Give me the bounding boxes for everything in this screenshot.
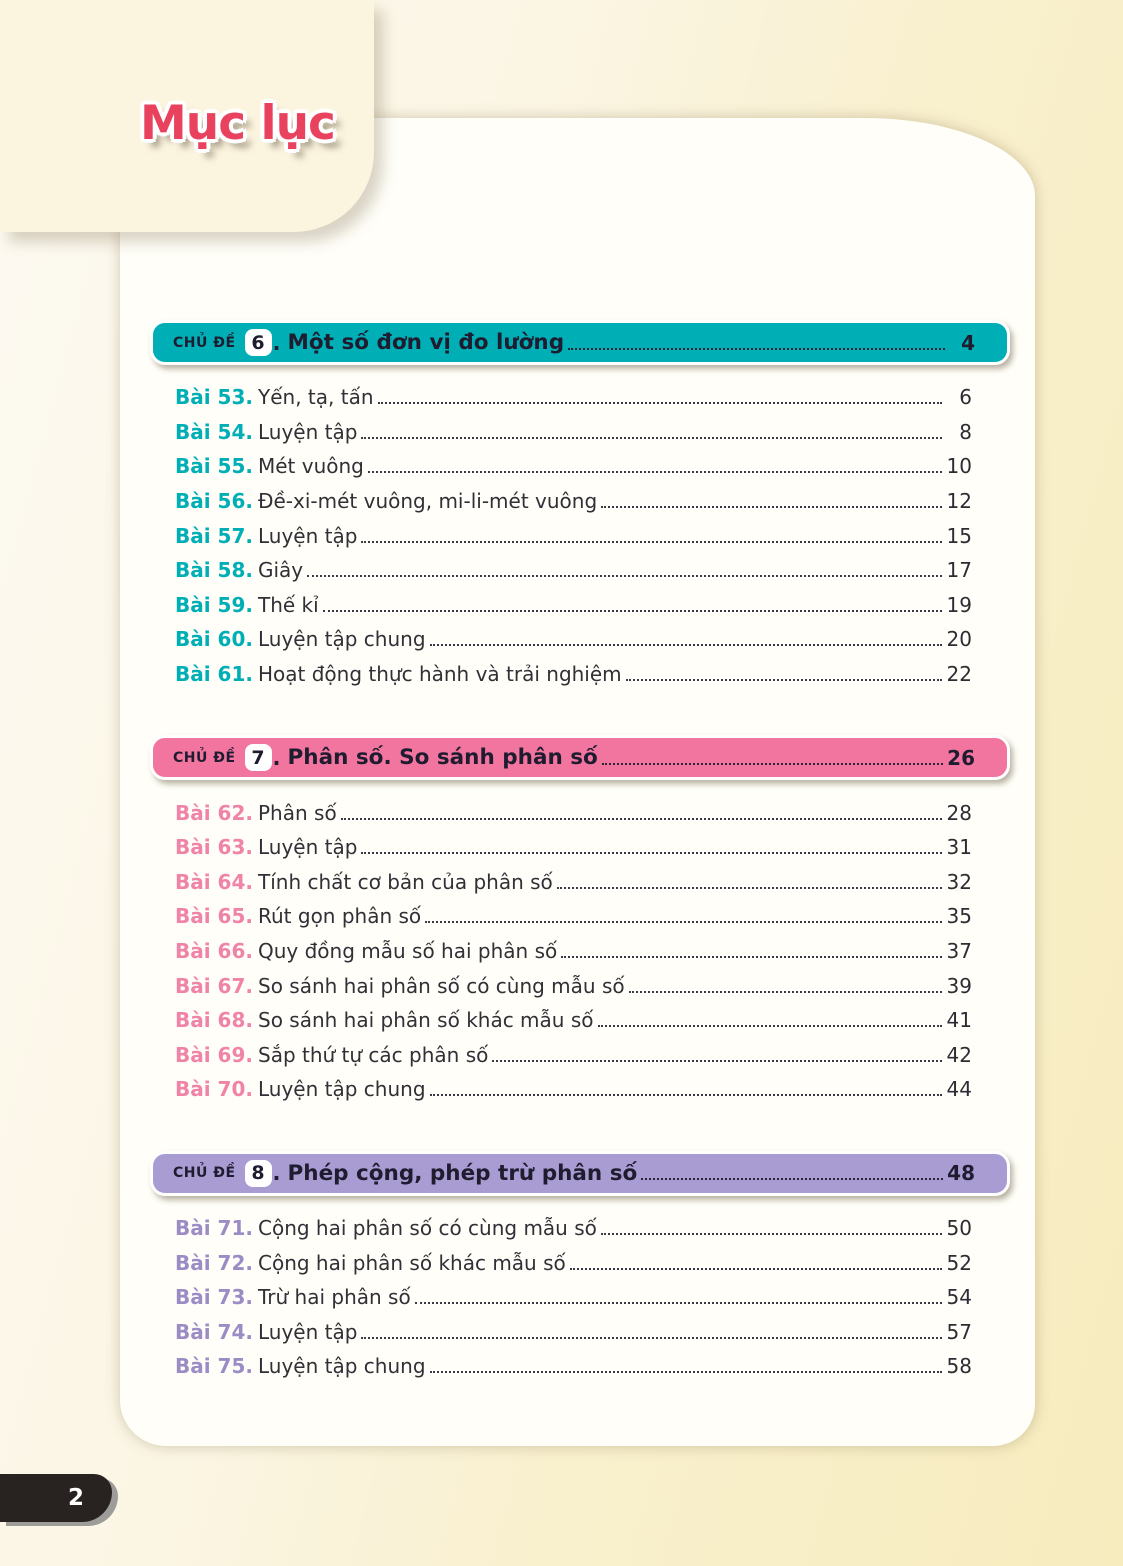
page-number: 2: [67, 1485, 84, 1511]
dotted-leader: [626, 679, 942, 681]
dotted-leader: [568, 348, 945, 350]
entry-page-number: 44: [946, 1077, 972, 1102]
section-header-bar: [150, 320, 1010, 365]
content-card: [120, 118, 1035, 1446]
entry-label: Bài 57.: [175, 523, 253, 548]
toc-entry: [175, 830, 972, 865]
section-title: Một số đơn vị đo lường: [287, 330, 565, 355]
dotted-leader: [368, 471, 942, 473]
entry-title: Trừ hai phân số: [258, 1285, 411, 1310]
entry-title: Luyện tập chung: [258, 1354, 426, 1379]
entry-title: Cộng hai phân số khác mẫu số: [258, 1250, 566, 1275]
toc-entry: [175, 415, 972, 450]
entry-page-number: 37: [946, 939, 972, 964]
entry-title: Luyện tập chung: [258, 627, 426, 652]
entry-title: Luyện tập: [258, 1319, 358, 1344]
toc-entry: [175, 934, 972, 969]
page-number-badge: [0, 1474, 112, 1522]
entry-title: Thế kỉ: [258, 592, 319, 617]
section-kind-label: CHỦ ĐỀ: [173, 1165, 236, 1182]
entry-label: Bài 64.: [175, 869, 253, 894]
entry-label: Bài 54.: [175, 419, 253, 444]
toc-entry: [175, 1038, 972, 1073]
entry-page-number: 6: [959, 385, 972, 410]
entry-label: Bài 59.: [175, 592, 253, 617]
dotted-leader: [378, 402, 943, 404]
entry-title: Yến, tạ, tấn: [258, 385, 374, 410]
section-number-badge: 7: [245, 744, 272, 771]
dotted-leader: [601, 1233, 942, 1235]
dotted-leader: [598, 1025, 943, 1027]
entry-page-number: 17: [946, 558, 972, 583]
entry-label: Bài 72.: [175, 1250, 253, 1275]
entry-title: Hoạt động thực hành và trải nghiệm: [258, 662, 622, 687]
entry-label: Bài 75.: [175, 1354, 253, 1379]
section-kind-label: CHỦ ĐỀ: [173, 749, 236, 766]
entry-title: Đề-xi-mét vuông, mi-li-mét vuông: [258, 489, 598, 514]
entry-label: Bài 69.: [175, 1042, 253, 1067]
dotted-leader: [641, 1178, 943, 1180]
toc-entry: [175, 1003, 972, 1038]
entry-title: So sánh hai phân số khác mẫu số: [258, 1008, 594, 1033]
toc-entry: [175, 588, 972, 623]
entry-label: Bài 61.: [175, 662, 253, 687]
toc-entry: [175, 518, 972, 553]
entry-label: Bài 67.: [175, 973, 253, 998]
dotted-leader: [341, 818, 942, 820]
entry-page-number: 54: [946, 1285, 972, 1310]
entry-page-number: 57: [946, 1319, 972, 1344]
toc-entry: [175, 1349, 972, 1384]
entry-page-number: 58: [946, 1354, 972, 1379]
entry-page-number: 39: [946, 973, 972, 998]
toc-entry: [175, 449, 972, 484]
entry-label: Bài 53.: [175, 385, 253, 410]
entry-title: Rút gọn phân số: [258, 904, 422, 929]
entry-label: Bài 70.: [175, 1077, 253, 1102]
section-number-separator: .: [272, 1161, 281, 1186]
toc-entry: [175, 899, 972, 934]
entry-label: Bài 66.: [175, 939, 253, 964]
entry-title: Luyện tập: [258, 523, 358, 548]
dotted-leader: [323, 610, 942, 612]
toc-entry: [175, 380, 972, 415]
entry-page-number: 12: [946, 489, 972, 514]
dotted-leader: [361, 852, 942, 854]
toc-section: [150, 1151, 1010, 1384]
entry-page-number: 10: [946, 454, 972, 479]
entry-label: Bài 56.: [175, 489, 253, 514]
toc-entry: [175, 1314, 972, 1349]
dotted-leader: [415, 1302, 942, 1304]
section-page-number: 48: [947, 1161, 975, 1186]
entry-title: Luyện tập: [258, 419, 358, 444]
entry-label: Bài 58.: [175, 558, 253, 583]
entry-page-number: 15: [946, 523, 972, 548]
dotted-leader: [602, 763, 943, 765]
section-title: Phân số. So sánh phân số: [287, 745, 598, 771]
section-number-badge: 6: [245, 329, 272, 356]
dotted-leader: [430, 644, 942, 646]
toc-entry: [175, 622, 972, 657]
dotted-leader: [430, 1094, 942, 1096]
entry-label: Bài 73.: [175, 1285, 253, 1310]
toc-entry: [175, 795, 972, 830]
section-header-bar: [150, 1151, 1010, 1196]
section-header-bar: [150, 735, 1010, 780]
entry-page-number: 20: [946, 627, 972, 652]
section-entries: [150, 780, 1010, 1106]
entry-page-number: 8: [959, 419, 972, 444]
entry-title: Cộng hai phân số có cùng mẫu số: [258, 1215, 597, 1240]
entry-page-number: 31: [946, 835, 972, 860]
section-number-badge: 8: [245, 1160, 272, 1187]
dotted-leader: [361, 437, 942, 439]
section-number-separator: .: [272, 330, 281, 355]
dotted-leader: [361, 541, 942, 543]
entry-label: Bài 63.: [175, 835, 253, 860]
entry-label: Bài 65.: [175, 904, 253, 929]
toc-entry: [175, 1280, 972, 1315]
toc-entry: [175, 657, 972, 692]
toc-entry: [175, 484, 972, 519]
entry-title: Phân số: [258, 800, 337, 825]
toc-container: [120, 118, 1035, 1384]
entry-page-number: 28: [946, 800, 972, 825]
dotted-leader: [430, 1371, 942, 1373]
section-page-number: 26: [947, 745, 975, 770]
entry-page-number: 19: [946, 592, 972, 617]
toc-entry: [175, 553, 972, 588]
entry-page-number: 50: [946, 1215, 972, 1240]
entry-title: Mét vuông: [258, 454, 364, 479]
entry-title: Tính chất cơ bản của phân số: [258, 869, 553, 894]
entry-title: Luyện tập chung: [258, 1077, 426, 1102]
section-page-number: 4: [961, 330, 975, 355]
entry-page-number: 52: [946, 1250, 972, 1275]
section-title: Phép cộng, phép trừ phân số: [287, 1160, 638, 1186]
toc-section: [150, 320, 1010, 691]
entry-title: Luyện tập: [258, 835, 358, 860]
dotted-leader: [425, 921, 942, 923]
page-title: Mục lục: [140, 96, 335, 151]
toc-entry: [175, 865, 972, 900]
entry-title: Giây: [258, 558, 304, 583]
entry-page-number: 41: [946, 1008, 972, 1033]
dotted-leader: [601, 506, 942, 508]
toc-section: [150, 735, 1010, 1106]
entry-label: Bài 74.: [175, 1319, 253, 1344]
toc-entry: [175, 968, 972, 1003]
section-entries: [150, 365, 1010, 691]
dotted-leader: [492, 1060, 942, 1062]
toc-entry: [175, 1072, 972, 1107]
entry-label: Bài 60.: [175, 627, 253, 652]
dotted-leader: [557, 887, 942, 889]
dotted-leader: [307, 575, 942, 577]
section-number-separator: .: [272, 745, 281, 770]
dotted-leader: [570, 1268, 942, 1270]
toc-entry: [175, 1245, 972, 1280]
entry-title: So sánh hai phân số có cùng mẫu số: [258, 973, 625, 998]
section-entries: [150, 1196, 1010, 1384]
entry-label: Bài 68.: [175, 1008, 253, 1033]
entry-title: Sắp thứ tự các phân số: [258, 1042, 489, 1067]
entry-page-number: 22: [946, 662, 972, 687]
entry-page-number: 42: [946, 1042, 972, 1067]
entry-title: Quy đồng mẫu số hai phân số: [258, 939, 558, 964]
dotted-leader: [629, 991, 942, 993]
entry-label: Bài 71.: [175, 1215, 253, 1240]
entry-page-number: 32: [946, 869, 972, 894]
entry-label: Bài 62.: [175, 800, 253, 825]
entry-page-number: 35: [946, 904, 972, 929]
dotted-leader: [561, 956, 942, 958]
section-kind-label: CHỦ ĐỀ: [173, 334, 236, 351]
entry-label: Bài 55.: [175, 454, 253, 479]
dotted-leader: [361, 1337, 942, 1339]
toc-entry: [175, 1211, 972, 1246]
